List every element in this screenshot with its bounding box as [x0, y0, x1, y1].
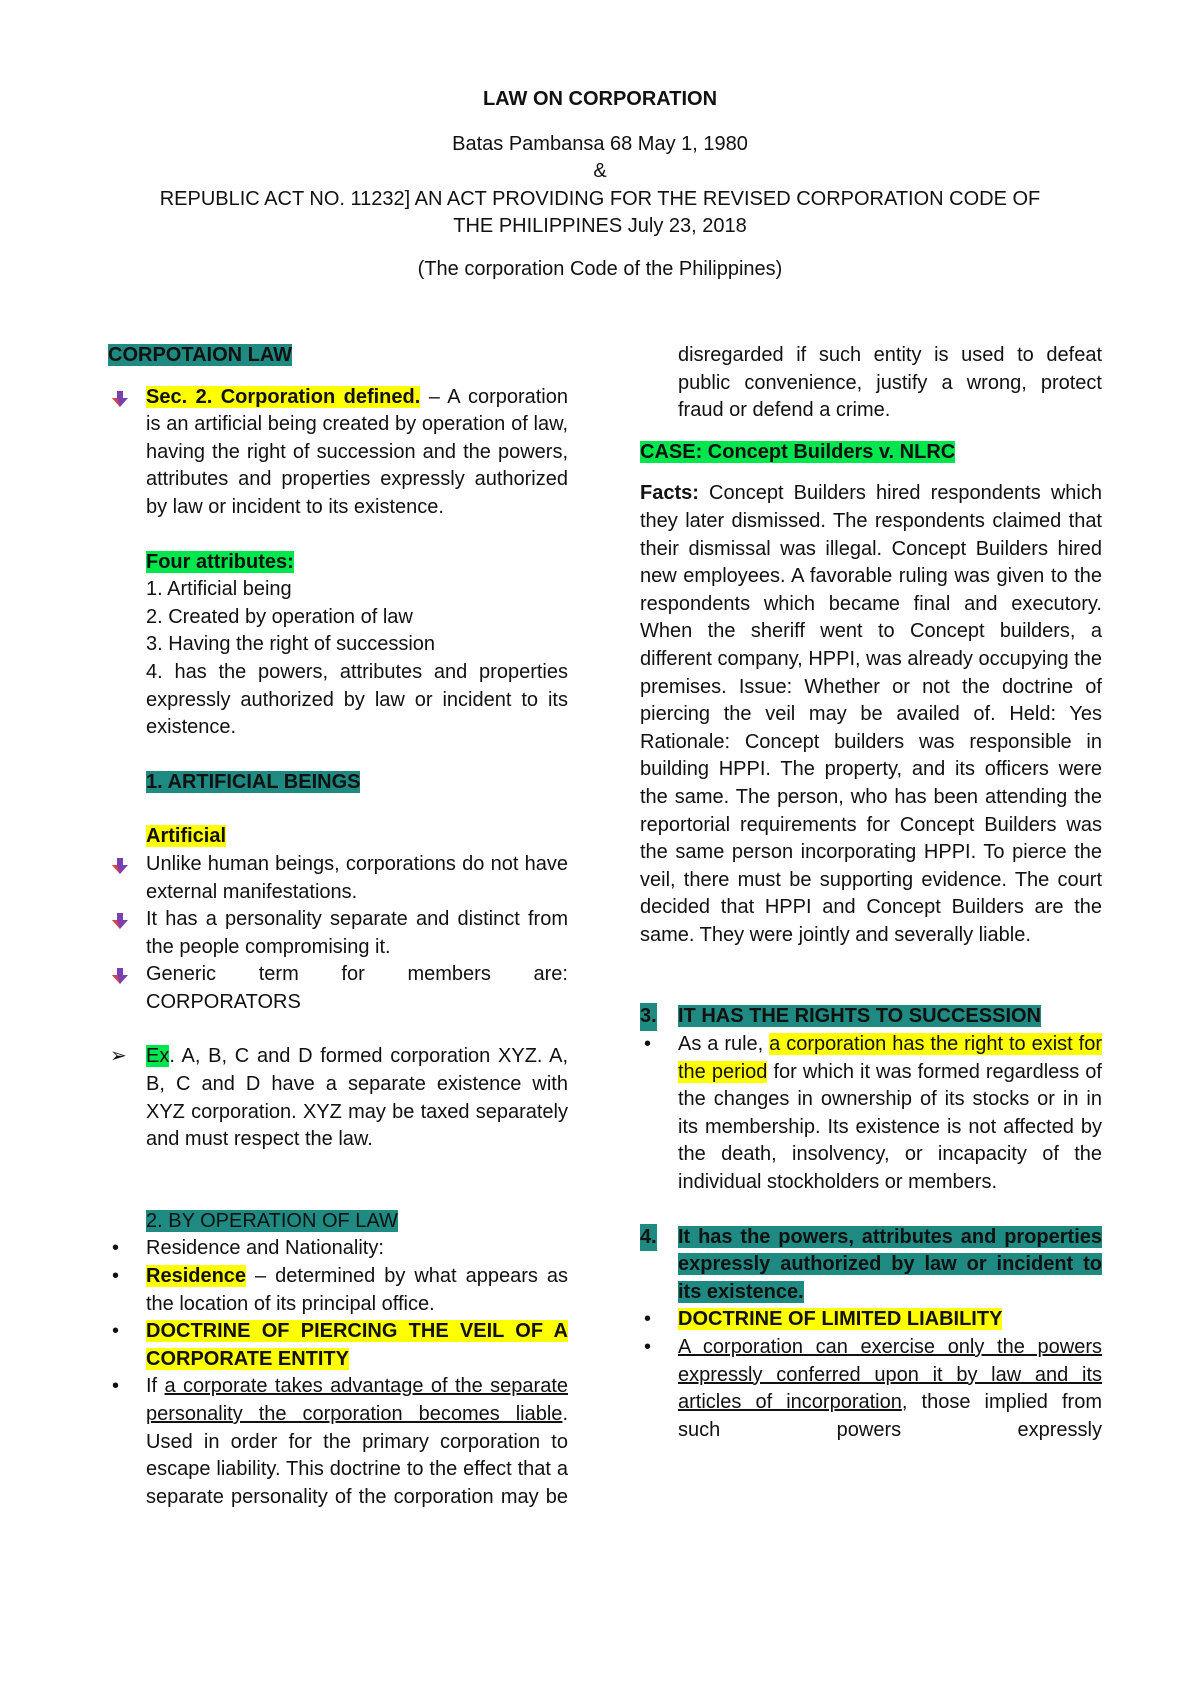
list-item: • A corporation can exercise only the powers expressly conferred upon it by law and its articles of incorporation, those implied from such powers expressly	[644, 1336, 1102, 1441]
subtitle-philippines: THE PHILIPPINES July 23, 2018	[453, 215, 747, 237]
list-item: • Residence – determined by what appears as the location of its principal office.	[112, 1265, 568, 1315]
bullet-icon: •	[644, 1308, 652, 1331]
attribute-item: 3. Having the right of succession	[146, 633, 436, 656]
section-heading-succession: IT HAS THE RIGHTS TO SUCCESSION	[678, 1005, 1041, 1028]
four-attributes-label: Four attributes:	[146, 550, 294, 573]
succession-number: 3.	[640, 1003, 657, 1031]
piercing-doctrine-label: DOCTRINE OF PIERCING THE VEIL OF A CORPORATE ENTITY	[146, 1320, 568, 1370]
facts-label: Facts:	[640, 482, 699, 505]
artificial-label: Artificial	[146, 825, 227, 848]
example-text: . A, B, C and D formed corporation XYZ. A, B, C and D have a separate existence with XYZ corporation. XYZ may be taxed separately and must respect the law.	[146, 1045, 568, 1151]
example-item	[108, 1043, 568, 1153]
case-facts	[640, 480, 1102, 949]
piercing-underlined: a corporate takes advantage of the separate personality the corporation becomes liable	[146, 1375, 569, 1425]
sec2-label: Sec. 2. Corporation defined.	[146, 385, 421, 408]
document-title: LAW ON CORPORATION	[482, 88, 718, 110]
subtitle-code: (The corporation Code of the Philippines)	[417, 258, 783, 280]
list-item: Generic term for members are: CORPORATORS	[108, 961, 568, 1016]
sec2-definition	[108, 384, 568, 522]
list-item: Unlike human beings, corporations do not have external manifestations.	[108, 851, 568, 906]
bullet-icon: •	[112, 1265, 120, 1288]
bullet-icon: •	[112, 1237, 120, 1260]
powers-number: 4.	[640, 1224, 657, 1252]
chevron-right-icon: ➢	[110, 1045, 127, 1068]
list-item: • Residence and Nationality:	[108, 1235, 568, 1263]
attribute-item: 1. Artificial being	[146, 578, 292, 601]
bullet-icon: •	[112, 1375, 120, 1398]
sec2-text: – A corporation is an artificial being created by operation of law, having the right of succession and the powers, attributes and properties expressly authorized by law or incident to its existence.	[146, 385, 569, 518]
arrow-bullet-icon	[110, 851, 130, 875]
arrow-bullet-icon	[110, 906, 130, 930]
bullet-icon: •	[644, 1033, 652, 1056]
list-item	[640, 1306, 1102, 1334]
bullet-icon: •	[112, 1320, 120, 1343]
list-item: It has a personality separate and distinct from the people compromising it.	[108, 906, 568, 961]
continuation-text: disregarded if such entity is used to defeat public convenience, justify a wrong, protect fraud or defend a crime.	[678, 344, 1102, 422]
section-heading-powers: It has the powers, attributes and properties expressly authorized by law or incident to its existence.	[678, 1225, 1102, 1303]
attribute-item: 2. Created by operation of law	[146, 605, 413, 628]
limited-liability-label: DOCTRINE OF LIMITED LIABILITY	[678, 1308, 1003, 1331]
left-column	[108, 342, 568, 1511]
right-column	[640, 342, 1102, 1444]
list-item	[108, 1318, 568, 1373]
subtitle-republic-act: REPUBLIC ACT NO. 11232] AN ACT PROVIDING FOR THE REVISED CORPORATION CODE OF	[159, 188, 1041, 210]
subtitle-batas: Batas Pambansa 68 May 1, 1980	[452, 133, 748, 155]
arrow-bullet-icon	[110, 384, 130, 408]
case-label: CASE: Concept Builders v. NLRC	[640, 440, 956, 463]
powers-heading	[640, 1224, 1102, 1307]
attribute-item: 4. has the powers, attributes and properties expressly authorized by law or incident to its existence.	[146, 660, 568, 739]
section-heading-corporation-law: CORPOTAION LAW	[108, 344, 293, 366]
section-heading-by-operation-of-law: 2. BY OPERATION OF LAW	[146, 1209, 398, 1232]
residence-label: Residence	[146, 1265, 247, 1288]
succession-heading	[640, 1003, 1102, 1031]
facts-text: Concept Builders hired respondents which they later dismissed. The respondents claimed that their dismissal was illegal. Concept Builders hired new employees. A favorable ruling was given to the respondents which became final and executory. When the sheriff went to Concept builders, a different company, HPPI, was already occupying the premises. Issue: Whether or not the doctrine of piercing the veil may be availed of. Held: Yes Rationale: Concept builders was responsible in building HPPI. The property, and its officers were the same. The person, who has been attending the reportorial requirements for Concept Builders was the same person incorporating HPPI. To pierce the veil, there must be supporting evidence. The court decided that HPPI and Concept Builders are the same. They were jointly and severally liable.	[640, 482, 1102, 946]
list-item: • If a corporate takes advantage of the separate personality the corporation becomes liable. Used in order for the primary corporation to escape liability. This doctrine to the effect that a separate personality of the corporation may be	[112, 1375, 569, 1508]
example-label: Ex	[146, 1045, 170, 1068]
arrow-bullet-icon	[110, 961, 130, 985]
section-heading-artificial-beings: 1. ARTIFICIAL BEINGS	[146, 770, 361, 793]
succession-highlight: a corporation has the right to exist for the period	[678, 1033, 1102, 1083]
subtitle-ampersand: &	[593, 160, 607, 182]
limited-underlined: A corporation can exercise only the powers expressly conferred upon it by law and its articles of incorporation	[678, 1336, 1102, 1414]
list-item: • As a rule, a corporation has the right to exist for the period for which it was formed regardless of the changes in ownership of its stocks or in in its membership. Its existence is not affected by the death, insolvency, or incapacity of the individual stockholders or members.	[644, 1033, 1102, 1194]
bullet-icon: •	[644, 1336, 652, 1358]
